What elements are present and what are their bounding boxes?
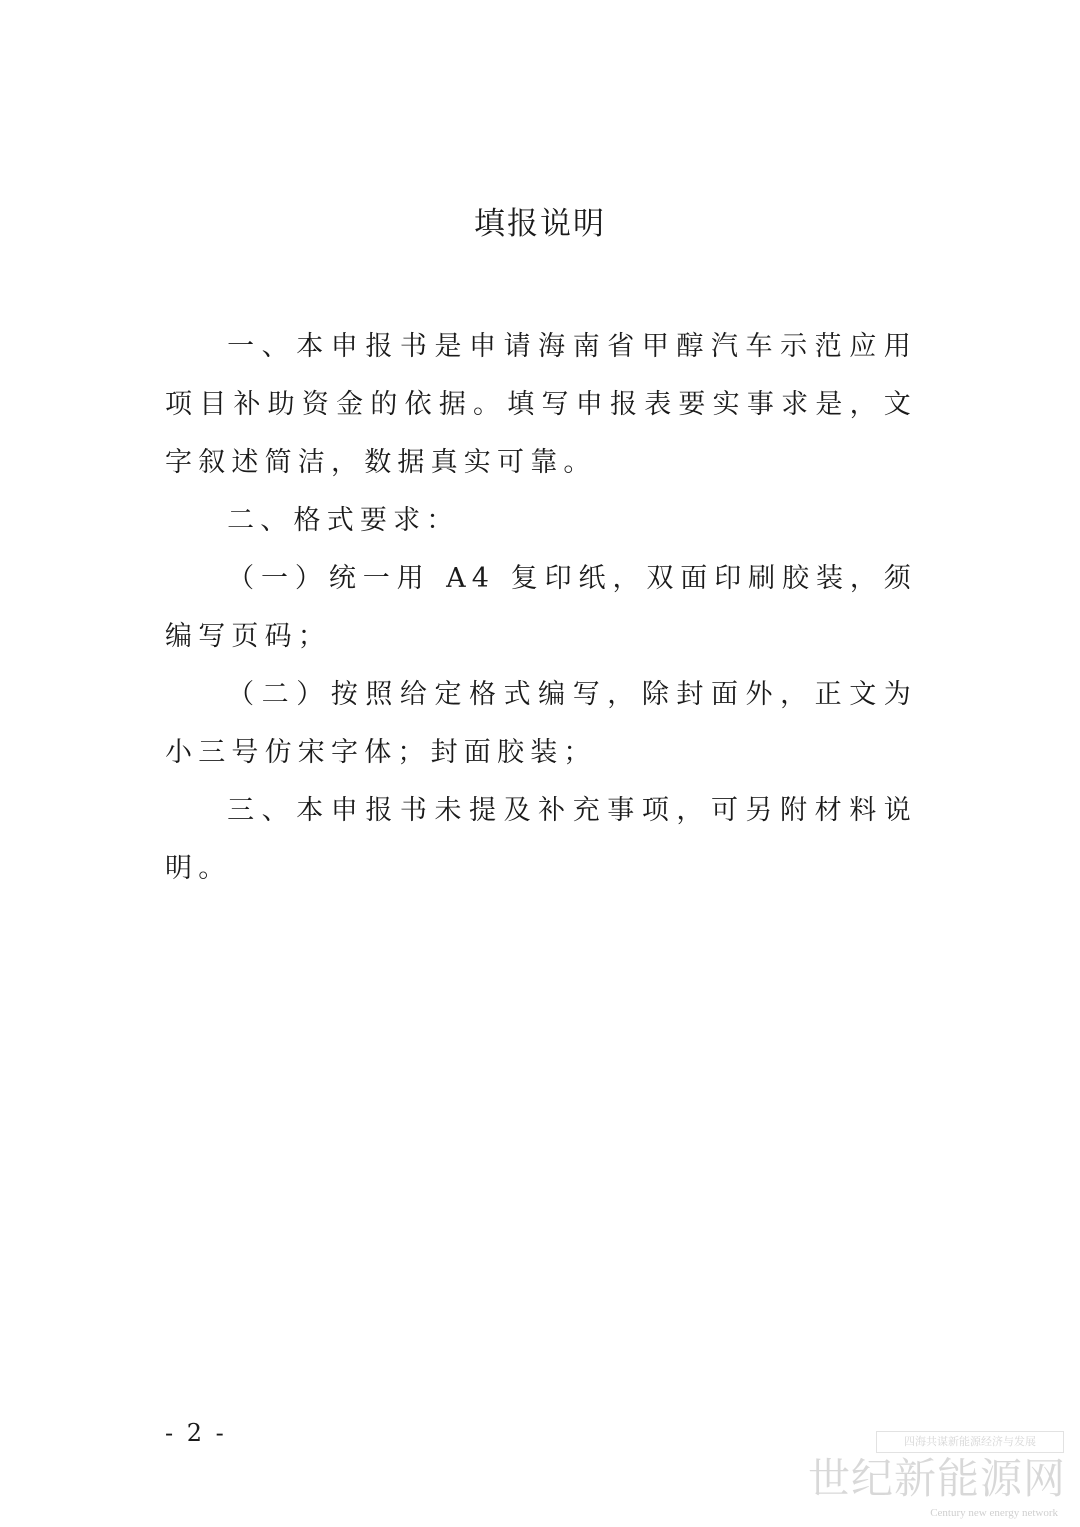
watermark-logo bbox=[807, 1431, 1066, 1519]
page-number: - 2 - bbox=[165, 1419, 227, 1447]
paragraph-3: （一）统一用 A4 复印纸，双面印刷胶装，须编写页码； bbox=[165, 563, 917, 652]
watermark-english-name: Century new energy network bbox=[930, 1507, 1058, 1519]
paragraph-1: 一、本申报书是申请海南省甲醇汽车示范应用项目补助资金的依据。填写申报表要实事求是，文字叙述简洁，数据真实可靠。 bbox=[165, 331, 917, 478]
watermark-site-name: 世纪新能源网 bbox=[807, 1454, 1066, 1503]
watermark-slogan: 四海共谋新能源经济与发展 bbox=[876, 1431, 1064, 1453]
paragraph-2: 二、格式要求： bbox=[227, 505, 460, 536]
page-title: 填报说明 bbox=[474, 206, 606, 242]
paragraph-5: 三、本申报书未提及补充事项，可另附材料说明。 bbox=[165, 795, 917, 884]
document-body bbox=[165, 318, 917, 898]
paragraph-4: （二）按照给定格式编写，除封面外，正文为小三号仿宋字体；封面胶装； bbox=[165, 679, 917, 768]
